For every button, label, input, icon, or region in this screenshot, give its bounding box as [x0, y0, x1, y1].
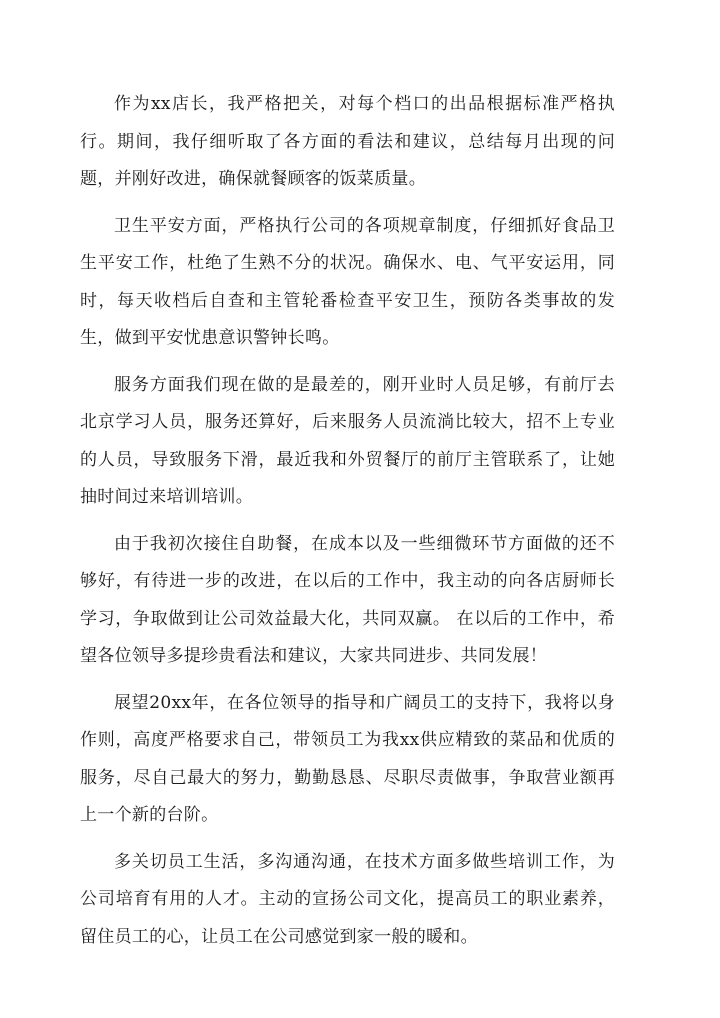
- paragraph-staff-care: 多关切员工生活，多沟通沟通，在技术方面多做些培训工作，为公司培育有用的人才。主动的宣扬公司文化，提高员工的职业素养，留住员工的心，让员工在公司感觉到家一般的暖和。: [80, 851, 615, 947]
- paragraph-outlook: 展望20xx年，在各位领导的指导和广阔员工的支持下，我将以身作则，高度严格要求自己，带领员工为我xx供应精致的菜品和优质的服务，尽自己最大的努力，勤勤恳恳、尽职尽责做事，争取营业额再上一个新的台阶。: [80, 692, 615, 825]
- paragraph-hygiene-safety: 卫生平安方面，严格执行公司的各项规章制度，仔细抓好食品卫生平安工作，杜绝了生熟不分的状况。确保水、电、气平安运用，同时，每天收档后自查和主管轮番检查平安卫生，预防各类事故的发生，做到平安忧患意识警钟长鸣。: [80, 215, 615, 348]
- paragraph-store-manager-quality: 作为xx店长，我严格把关，对每个档口的出品根据标准严格执行。期间，我仔细听取了各方面的看法和建议，总结每月出现的问题，并刚好改进，确保就餐顾客的饭菜质量。: [80, 94, 615, 189]
- paragraph-buffet-improvement: 由于我初次接住自助餐，在成本以及一些细微环节方面做的还不够好，有待进一步的改进，在以后的工作中，我主动的向各店厨师长学习，争取做到让公司效益最大化，共同双赢。 在以后的工作中，希望各位领导多提珍贵看法和建议，大家共同进步、共同发展！: [80, 533, 615, 666]
- document-body: [80, 86, 615, 965]
- paragraph-service: 服务方面我们现在做的是最差的，刚开业时人员足够，有前厅去北京学习人员，服务还算好，后来服务人员流淌比较大，招不上专业的人员，导致服务下滑，最近我和外贸餐厅的前厅主管联系了，让她抽时间过来培训培训。: [80, 374, 615, 507]
